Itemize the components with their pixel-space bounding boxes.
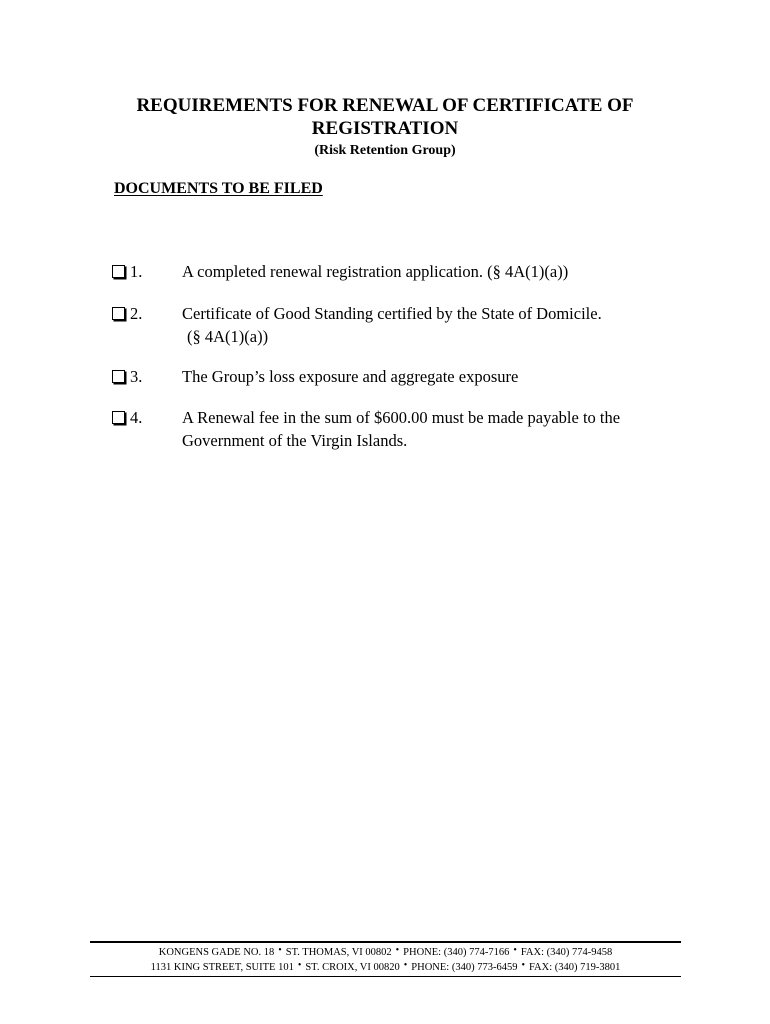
checkbox-icon[interactable] [112, 307, 125, 320]
footer-line-2 [90, 960, 681, 975]
item-text [182, 302, 682, 348]
bullet-separator: • [521, 960, 525, 971]
item-number: 1. [130, 262, 143, 281]
item-text-line: A completed renewal registration application. (§ 4A(1)(a)) [182, 262, 569, 281]
footer-fax: FAX: (340) 719-3801 [528, 962, 621, 973]
document-title [90, 94, 680, 140]
checkbox-icon[interactable] [112, 265, 125, 278]
footer-phone: PHONE: (340) 774-7166 [403, 947, 510, 958]
item-text-line: Certificate of Good Standing certified by the State of Domicile. [182, 304, 602, 323]
footer-bottom-divider [90, 976, 681, 977]
bullet-separator: • [403, 960, 408, 971]
item-number: 3. [130, 367, 143, 386]
document-subtitle: (Risk Retention Group) [314, 143, 456, 158]
footer-city: ST. THOMAS, VI 00802 [285, 947, 392, 958]
footer-city: ST. CROIX, VI 00820 [305, 962, 400, 973]
item-number: 2. [130, 304, 143, 323]
checkbox-icon[interactable] [112, 370, 125, 383]
item-marker [112, 406, 142, 429]
item-text-line: Government of the Virgin Islands. [182, 431, 408, 450]
bullet-separator: • [513, 945, 517, 956]
section-heading: DOCUMENTS TO BE FILED [114, 180, 323, 197]
item-text [182, 406, 682, 452]
item-number: 4. [130, 408, 143, 427]
title-line-1: REQUIREMENTS FOR RENEWAL OF CERTIFICATE OF [136, 95, 634, 116]
bullet-separator: • [278, 945, 282, 956]
item-text-line: (§ 4A(1)(a)) [187, 327, 269, 346]
footer-address: 1131 KING STREET, SUITE 101 [150, 962, 294, 973]
bullet-separator: • [297, 960, 302, 971]
footer-address: KONGENS GADE NO. 18 [158, 947, 275, 958]
footer-phone: PHONE: (340) 773-6459 [411, 962, 518, 973]
item-marker [112, 302, 142, 325]
footer-fax: FAX: (340) 774-9458 [520, 947, 613, 958]
checkbox-icon[interactable] [112, 411, 125, 424]
footer-divider [90, 941, 681, 943]
item-text [182, 365, 682, 388]
item-text [182, 260, 682, 283]
item-text-line: A Renewal fee in the sum of $600.00 must be made payable to the [182, 408, 621, 427]
item-text-line: The Group’s loss exposure and aggregate exposure [182, 367, 519, 386]
footer-line-1 [90, 945, 681, 960]
item-marker [112, 260, 142, 283]
title-line-2: REGISTRATION [311, 118, 459, 139]
bullet-separator: • [395, 945, 400, 956]
item-marker [112, 365, 142, 388]
